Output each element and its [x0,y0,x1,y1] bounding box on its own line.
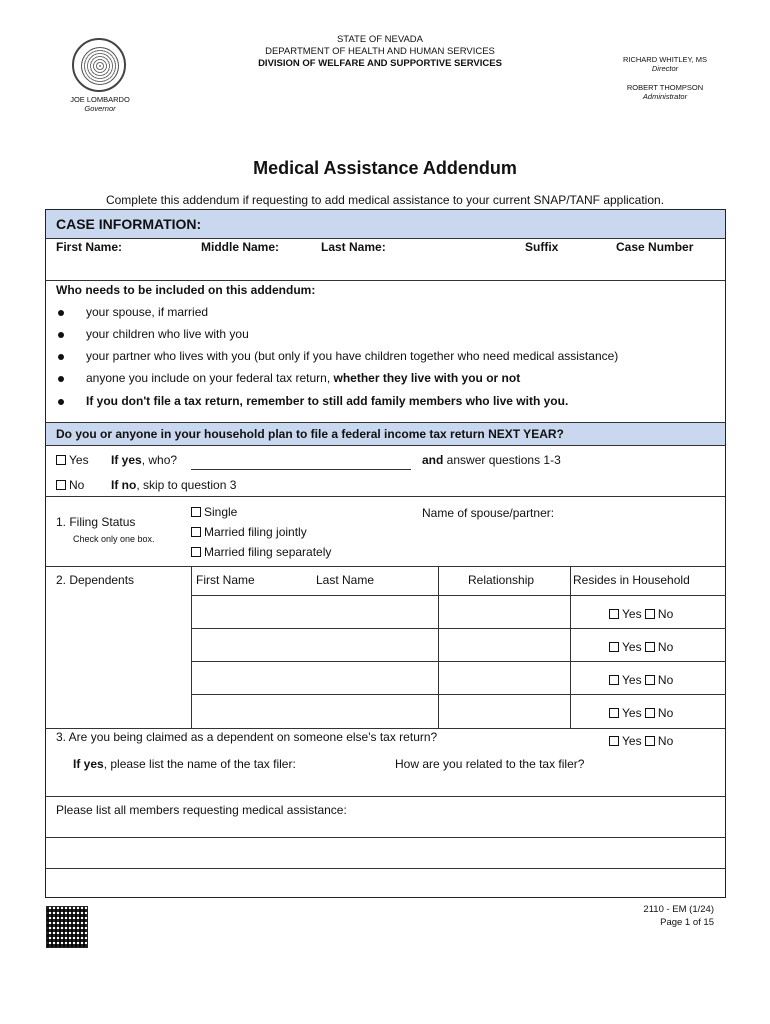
governor-name: JOE LOMBARDO [70,95,130,104]
administrator-title: Administrator [642,92,688,101]
page-subtitle: Complete this addendum if requesting to add medical assistance to your current SNAP/TANF application. [105,193,665,207]
dependent-row-1-resides[interactable]: Yes No [609,607,673,621]
tax-if-yes-who: If yes, who? [111,453,178,467]
filing-single-option[interactable]: Single [191,505,237,519]
divider [191,595,726,596]
who-item-children: your children who live with you [86,327,249,341]
divider [570,566,571,728]
dependents-label: 2. Dependents [56,573,135,587]
checkbox[interactable] [56,455,66,465]
tax-filer-name-label: If yes, please list the name of the tax filer: [73,757,296,771]
divider [46,280,725,281]
claimed-question: 3. Are you being claimed as a dependent on someone else's tax return? [56,730,438,744]
page-number: Page 1 of 15 [660,917,714,928]
dependent-last-name-header: Last Name [316,573,375,587]
divider [191,566,192,728]
who-item-spouse: your spouse, if married [86,305,209,319]
last-name-label: Last Name: [321,240,386,254]
divider [46,796,725,797]
claimed-yes-no[interactable]: Yes No [609,734,673,748]
dependent-first-name-header: First Name [196,573,255,587]
who-line-input[interactable] [191,469,411,470]
form-number: 2110 - EM (1/24) [643,904,714,915]
checkbox[interactable] [645,642,655,652]
divider [191,628,726,629]
members-label: Please list all members requesting medical assistance: [56,803,347,817]
checkbox[interactable] [645,609,655,619]
page-title: Medical Assistance Addendum [253,158,517,178]
tax-filer-relation-label: How are you related to the tax filer? [395,757,585,771]
checkbox[interactable] [645,708,655,718]
dependent-row-2-resides[interactable]: Yes No [609,640,673,654]
dependent-row-4-resides[interactable]: Yes No [609,706,673,720]
divider [46,496,725,497]
checkbox[interactable] [609,708,619,718]
governor-title: Governor [84,104,116,113]
header-state: STATE OF NEVADA [336,34,424,45]
administrator-name: ROBERT THOMPSON [626,83,704,92]
checkbox[interactable] [56,480,66,490]
dependent-relationship-header: Relationship [468,573,535,587]
state-seal [72,38,126,92]
checkbox[interactable] [609,675,619,685]
filing-status-label: 1. Filing Status [56,515,136,529]
director-title: Director [651,64,679,73]
spouse-name-label: Name of spouse/partner: [422,506,555,520]
divider [191,661,726,662]
tax-question: Do you or anyone in your household plan to file a federal income tax return NEXT YEAR? [56,427,564,441]
checkbox[interactable] [645,736,655,746]
case-info-heading: CASE INFORMATION: [56,216,202,232]
filing-separate-option[interactable]: Married filing separately [191,545,331,559]
bullet-icon [58,399,64,405]
filing-joint-option[interactable]: Married filing jointly [191,525,307,539]
suffix-label: Suffix [525,240,559,254]
who-item-partner: your partner who lives with you (but only if you have children together who need medical assistance) [86,349,619,363]
checkbox[interactable] [609,736,619,746]
tax-no-option[interactable]: No [56,478,84,492]
divider [438,566,439,728]
dependent-row-3-resides[interactable]: Yes No [609,673,673,687]
tax-yes-option[interactable]: Yes [56,453,89,467]
checkbox[interactable] [191,547,201,557]
checkbox[interactable] [645,675,655,685]
divider [46,728,725,729]
middle-name-label: Middle Name: [201,240,280,254]
header-department: DEPARTMENT OF HEALTH AND HUMAN SERVICES [265,46,495,57]
first-name-label: First Name: [56,240,123,254]
case-number-label: Case Number [616,240,694,254]
addendum-form [45,209,726,898]
director-name: RICHARD WHITLEY, MS [622,55,708,64]
dependent-resides-header: Resides in Household [573,573,690,587]
checkbox[interactable] [609,609,619,619]
checkbox[interactable] [609,642,619,652]
checkbox[interactable] [191,527,201,537]
bullet-icon [58,376,64,382]
bullet-icon [58,310,64,316]
header-division: DIVISION OF WELFARE AND SUPPORTIVE SERVICES [258,58,502,69]
who-item-tax-return: anyone you include on your federal tax return, whether they live with you or not [86,371,521,385]
checkbox[interactable] [191,507,201,517]
bullet-icon [58,354,64,360]
divider [46,868,725,869]
barcode [46,906,88,948]
bullet-icon [58,332,64,338]
who-heading: Who needs to be included on this addendum: [56,283,316,297]
divider [191,694,726,695]
divider [46,837,725,838]
divider [46,566,725,567]
tax-and-answer: and answer questions 1-3 [422,453,561,467]
filing-status-note: Check only one box. [73,534,155,544]
tax-if-no-skip: If no, skip to question 3 [111,478,237,492]
who-item-no-return: If you don't file a tax return, remember to still add family members who live with you. [86,394,569,408]
